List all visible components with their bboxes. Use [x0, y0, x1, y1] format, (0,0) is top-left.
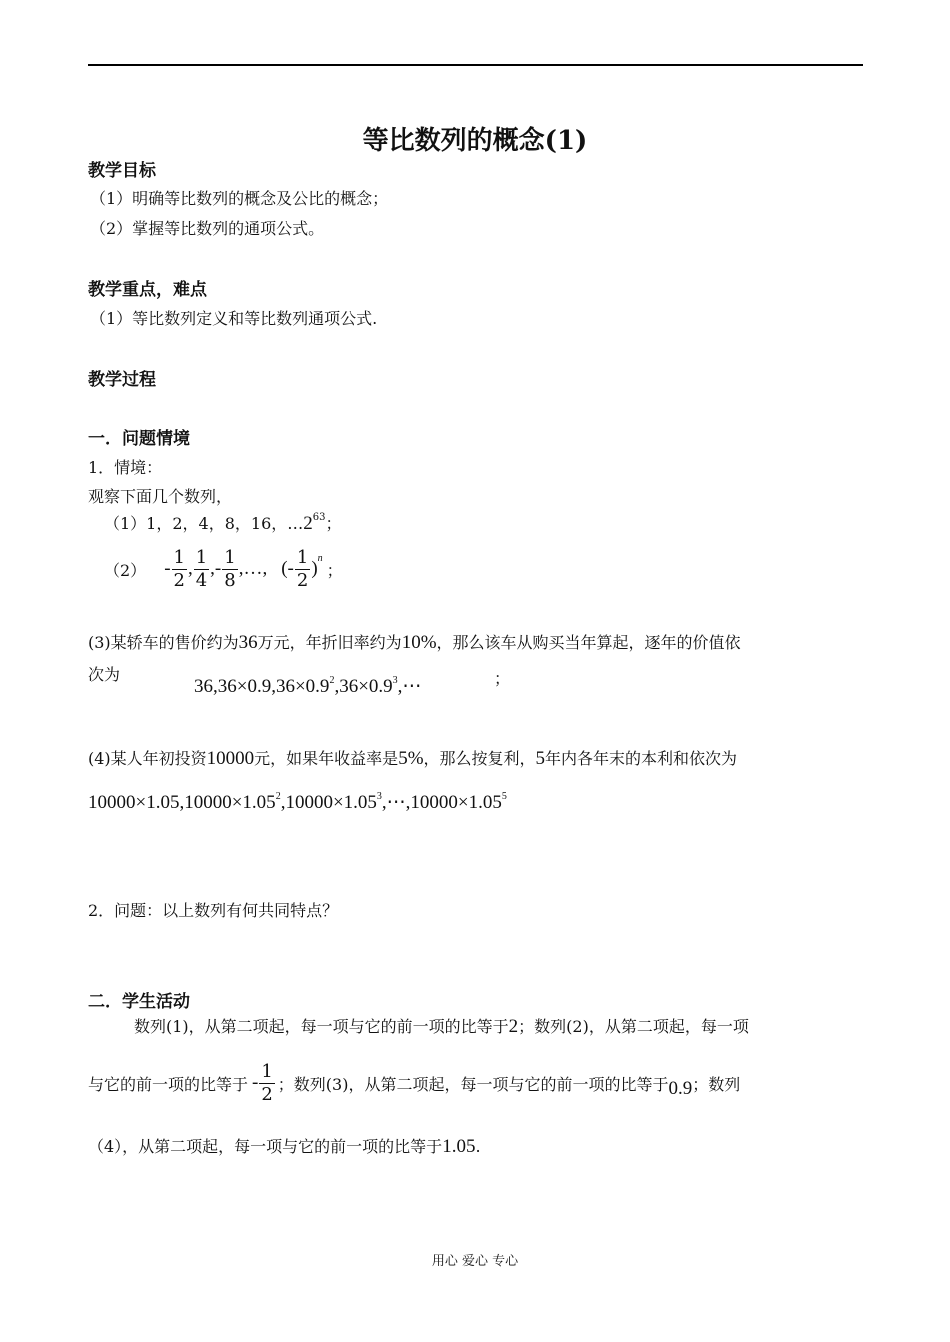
sequence-1	[104, 511, 342, 535]
page-title: 等比数列的概念(1)	[362, 126, 588, 156]
process-heading: 教学过程	[88, 370, 156, 390]
keypoint-item-1: （1）等比数列定义和等比数列通项公式.	[90, 309, 378, 328]
separator: ,	[210, 558, 215, 579]
observe-text: 观察下面几个数列，	[88, 487, 233, 506]
page-footer: 用心 爱心 专心	[431, 1254, 519, 1269]
sequence-2-end: ；	[326, 560, 343, 580]
section2-heading: 二．学生活动	[88, 992, 190, 1012]
ellipsis: ,…,	[238, 558, 268, 579]
activity-line-1: 数列(1)，从第二项起，每一项与它的前一项的比等于2；数列(2)，从第二项起，每一项	[134, 1016, 749, 1037]
sequence-3-text-line2: 次为	[88, 665, 121, 684]
sequence-1-power-base: 2	[303, 513, 313, 534]
activity-line-3: （4），从第二项起，每一项与它的前一项的比等于1.05.	[88, 1136, 481, 1157]
fraction-one-eighth: $\frac{1}{8}$	[224, 546, 236, 591]
sequence-2-label: （2）	[104, 560, 147, 580]
fraction-one-half-power: $\frac{1}{2}$	[296, 546, 309, 591]
sequence-3-end: ；	[494, 669, 511, 688]
minus-sign: -	[164, 558, 171, 579]
paren-close: )	[311, 558, 318, 579]
activity-line-2: 与它的前一项的比等于 - $\frac{1}{2}$ ；数列(3)，从第二项起，每一项与它的前一项的比等于 0.9 ；数列	[88, 1060, 741, 1105]
sequence-4-formula: $10000\times 1.05,10000\times 1.05^2,10000\times 1.05^3,\cdots,10000\times 1.05^5$	[88, 791, 507, 813]
objectives-heading: 教学目标	[88, 161, 156, 181]
section1-heading: 一．问题情境	[88, 429, 190, 449]
sequence-3-text-line1: (3)某轿车的售价约为36万元，年折旧率约为10%，那么该车从购买当年算起，逐年的价值依	[88, 632, 741, 653]
sequence-1-end: ；	[325, 514, 342, 533]
fraction-one-half-ratio: $\frac{1}{2}$	[261, 1060, 273, 1105]
sequence-4-text: (4)某人年初投资10000元，如果年收益率是5%，那么按复利，5年内各年末的本利和依次为	[88, 748, 738, 769]
question-text: 2．问题：以上数列有何共同特点？	[88, 901, 339, 920]
minus-sign: -	[214, 558, 222, 579]
keypoints-heading: 教学重点，难点	[88, 280, 207, 300]
situation-label: 1．情境：	[88, 458, 163, 477]
paren-open: (-	[281, 558, 294, 579]
header-rule	[88, 64, 863, 66]
sequence-2	[104, 541, 343, 597]
sequence-3-formula: $36,36\times 0.9,36\times 0.9^2,36\times 0.9^3,\cdots$	[194, 675, 422, 697]
power-exponent-n: n	[317, 553, 323, 564]
objective-item-2: （2）掌握等比数列的通项公式。	[90, 219, 325, 238]
fraction-one-quarter: $\frac{1}{4}$	[195, 546, 208, 591]
separator: ,	[187, 558, 193, 579]
sequence-1-terms: （1）1，2，4，8，16，…	[104, 514, 304, 533]
sequence-1-power-exponent: 63	[312, 512, 326, 523]
fraction-one-half: $\frac{1}{2}$	[173, 546, 185, 591]
objective-item-1: （1）明确等比数列的概念及公比的概念；	[90, 189, 389, 208]
